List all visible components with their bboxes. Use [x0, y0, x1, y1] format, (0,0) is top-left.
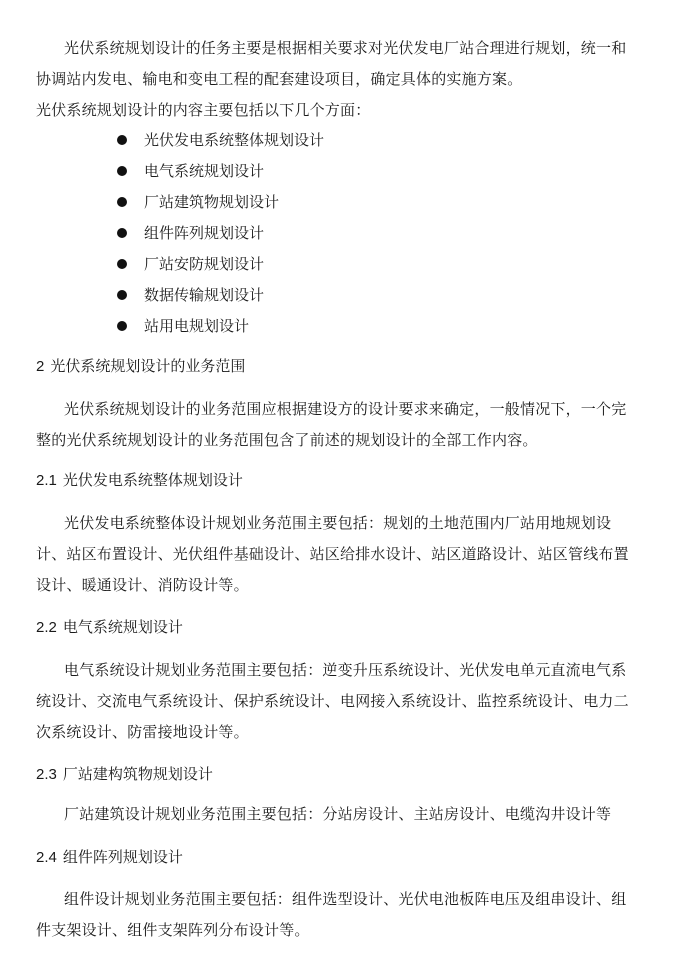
intro-line-1: 光伏系统规划设计的任务主要是根据相关要求对光伏发电厂站合理进行规划，统一和	[64, 39, 627, 57]
intro-line-3: 光伏系统规划设计的内容主要包括以下几个方面：	[36, 101, 371, 119]
section-2-4-para-line-2: 件支架设计、组件支架阵列分布设计等。	[36, 921, 310, 939]
section-number: 2	[36, 358, 45, 375]
section-2-4-para-line-1: 组件设计规划业务范围主要包括：组件选型设计、光伏电池板阵电压及组串设计、组	[64, 890, 627, 908]
bullet-text: 组件阵列规划设计	[144, 224, 265, 242]
bullet-text: 电气系统规划设计	[144, 162, 265, 180]
bullet-icon	[117, 135, 127, 145]
bullet-icon	[117, 228, 127, 238]
section-2-para-line-2: 整的光伏系统规划设计的业务范围包含了前述的规划设计的全部工作内容。	[36, 431, 538, 449]
section-2-2-para-line-3: 次系统设计、防雷接地设计等。	[36, 723, 249, 741]
section-2-heading	[36, 351, 245, 382]
bullet-item	[117, 156, 264, 187]
bullet-icon	[117, 166, 127, 176]
section-2-1-para-line-1: 光伏发电系统整体设计规划业务范围主要包括：规划的土地范围内厂站用地规划设	[64, 514, 612, 532]
section-2-3-heading	[36, 759, 213, 790]
bullet-text: 站用电规划设计	[144, 317, 250, 335]
section-2-1-para-line-3: 设计、暖通设计、消防设计等。	[36, 576, 249, 594]
section-title: 光伏系统规划设计的业务范围	[50, 357, 246, 375]
bullet-item	[117, 125, 324, 156]
section-2-2-heading	[36, 612, 183, 643]
bullet-icon	[117, 197, 127, 207]
section-2-1-heading	[36, 465, 243, 496]
section-2-para-line-1: 光伏系统规划设计的业务范围应根据建设方的设计要求来确定，一般情况下，一个完	[64, 400, 627, 418]
bullet-item	[117, 311, 249, 342]
bullet-text: 光伏发电系统整体规划设计	[144, 131, 325, 149]
bullet-text: 数据传输规划设计	[144, 286, 265, 304]
bullet-text: 厂站安防规划设计	[144, 255, 265, 273]
section-2-1-para-line-2: 计、站区布置设计、光伏组件基础设计、站区给排水设计、站区道路设计、站区管线布置	[36, 545, 629, 563]
section-2-3-para-line-1: 厂站建筑设计规划业务范围主要包括：分站房设计、主站房设计、电缆沟井设计等	[64, 805, 612, 823]
section-2-4-heading	[36, 842, 183, 873]
section-title: 厂站建构筑物规划设计	[62, 765, 213, 783]
bullet-icon	[117, 321, 127, 331]
bullet-item	[117, 218, 264, 249]
section-title: 电气系统规划设计	[62, 618, 183, 636]
section-2-2-para-line-1: 电气系统设计规划业务范围主要包括：逆变升压系统设计、光伏发电单元直流电气系	[64, 661, 627, 679]
intro-line-2: 协调站内发电、输电和变电工程的配套建设项目，确定具体的实施方案。	[36, 70, 523, 88]
section-title: 组件阵列规划设计	[62, 848, 183, 866]
bullet-text: 厂站建筑物规划设计	[144, 193, 280, 211]
section-number: 2.2	[36, 619, 57, 636]
bullet-icon	[117, 290, 127, 300]
section-number: 2.3	[36, 766, 57, 783]
section-title: 光伏发电系统整体规划设计	[62, 471, 243, 489]
section-number: 2.4	[36, 849, 57, 866]
bullet-icon	[117, 259, 127, 269]
bullet-item	[117, 249, 264, 280]
bullet-item	[117, 280, 264, 311]
bullet-item	[117, 187, 279, 218]
section-number: 2.1	[36, 472, 57, 489]
section-2-2-para-line-2: 统设计、交流电气系统设计、保护系统设计、电网接入系统设计、监控系统设计、电力二	[36, 692, 629, 710]
